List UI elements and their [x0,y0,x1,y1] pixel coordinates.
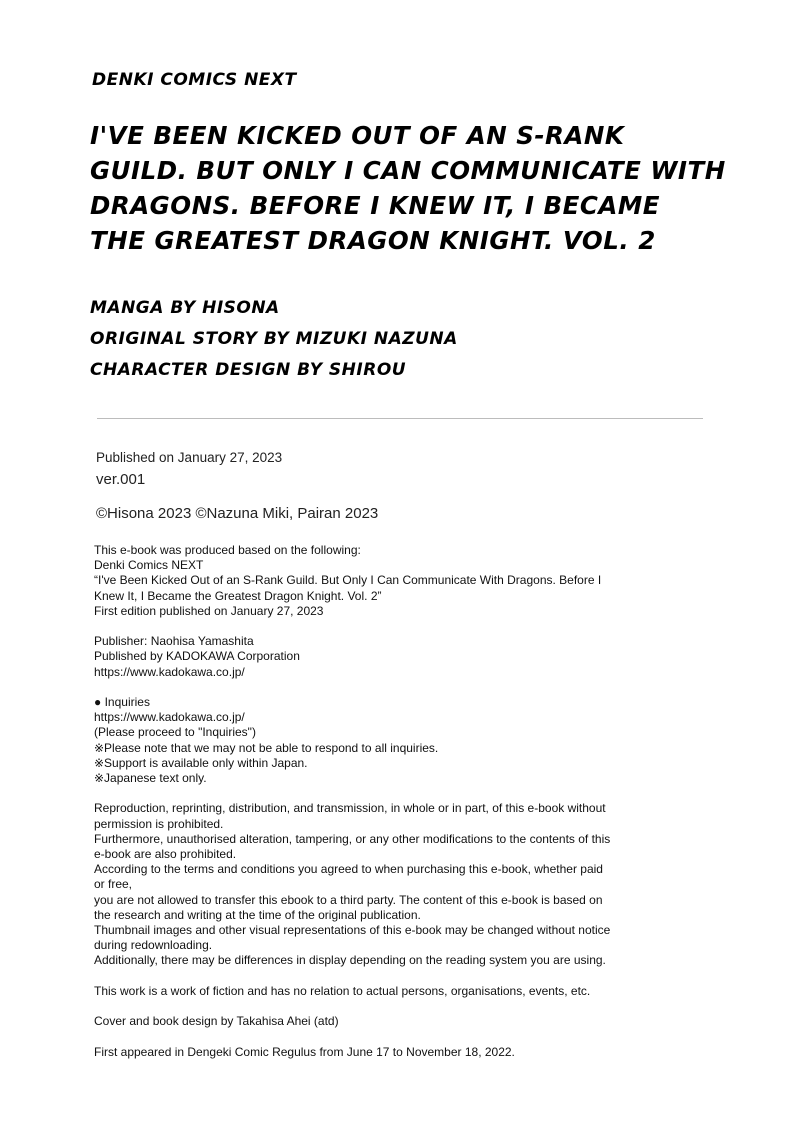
text-line: “I've Been Kicked Out of an S-Rank Guild. But Only I Can Communicate With Dragons. Before I [94,573,602,588]
text-line: Thumbnail images and other visual representations of this e-book may be changed without notice [94,923,611,938]
colophon-paragraph [94,695,624,786]
credit-original-story: ORIGINAL STORY BY MIZUKI NAZUNA [90,329,458,349]
text-line: ※Japanese text only. [94,771,207,786]
credits [90,293,458,386]
text-line: ● Inquiries [94,695,150,709]
text-line: Published by KADOKAWA Corporation [94,649,300,664]
colophon-paragraph [94,1045,624,1060]
title-line: GUILD. BUT ONLY I CAN COMMUNICATE WITH [90,156,726,185]
paragraph-gap [94,619,624,634]
text-line: you are not allowed to transfer this ebook to a third party. The content of this e-book is based on [94,892,603,907]
title-line: THE GREATEST DRAGON KNIGHT. VOL. 2 [90,226,656,255]
book-title [90,118,730,258]
text-line: Knew It, I Became the Greatest Dragon Knight. Vol. 2” [94,588,382,603]
colophon-paragraph [94,1014,624,1029]
text-line: https://www.kadokawa.co.jp/ [94,664,245,679]
version-number: ver.001 [96,471,146,488]
text-line: Furthermore, unauthorised alteration, tampering, or any other modifications to the contents of this [94,831,611,846]
text-line: According to the terms and conditions you agreed to when purchasing this e-book, whether paid [94,862,603,877]
text-line: the research and writing at the time of the original publication. [94,907,421,922]
text-line: Additionally, there may be differences in display depending on the reading system you are using. [94,953,606,968]
text-line: Denki Comics NEXT [94,558,204,573]
text-line: ※Please note that we may not be able to respond to all inquiries. [94,740,439,755]
copyright-notice: ©Hisona 2023 ©Nazuna Miki, Pairan 2023 [96,505,379,522]
colophon-text [94,543,624,1060]
text-line: Cover and book design by Takahisa Ahei (atd) [94,1014,339,1029]
text-line: First edition published on January 27, 2023 [94,603,324,618]
text-line: ※Support is available only within Japan. [94,755,308,770]
divider [97,418,703,419]
text-line: https://www.kadokawa.co.jp/ [94,710,245,725]
title-line: DRAGONS. BEFORE I KNEW IT, I BECAME [90,191,660,220]
publication-date: Published on January 27, 2023 [96,450,283,465]
paragraph-gap [94,999,624,1014]
paragraph-gap [94,1029,624,1044]
text-line: Reproduction, reprinting, distribution, and transmission, in whole or in part, of this e-book without [94,801,606,816]
text-line: during redownloading. [94,938,213,953]
credit-character-design: CHARACTER DESIGN BY SHIROU [90,360,407,380]
title-line: I'VE BEEN KICKED OUT OF AN S-RANK [90,121,625,150]
credit-manga: MANGA BY HISONA [90,298,280,318]
text-line: First appeared in Dengeki Comic Regulus from June 17 to November 18, 2022. [94,1044,515,1059]
text-line: (Please proceed to "Inquiries") [94,725,256,740]
paragraph-gap [94,969,624,984]
text-line: permission is prohibited. [94,816,224,831]
text-line: Publisher: Naohisa Yamashita [94,634,254,649]
text-line: This e-book was produced based on the following: [94,543,361,557]
imprint-label: DENKI COMICS NEXT [92,70,297,90]
text-line: or free, [94,877,133,892]
paragraph-gap [94,786,624,801]
colophon-paragraph [94,801,624,968]
colophon-paragraph [94,634,624,680]
colophon-paragraph [94,543,624,619]
text-line: e-book are also prohibited. [94,847,237,862]
paragraph-gap [94,680,624,695]
text-line: This work is a work of fiction and has no relation to actual persons, organisations, events, etc. [94,983,591,998]
colophon-paragraph [94,984,624,999]
